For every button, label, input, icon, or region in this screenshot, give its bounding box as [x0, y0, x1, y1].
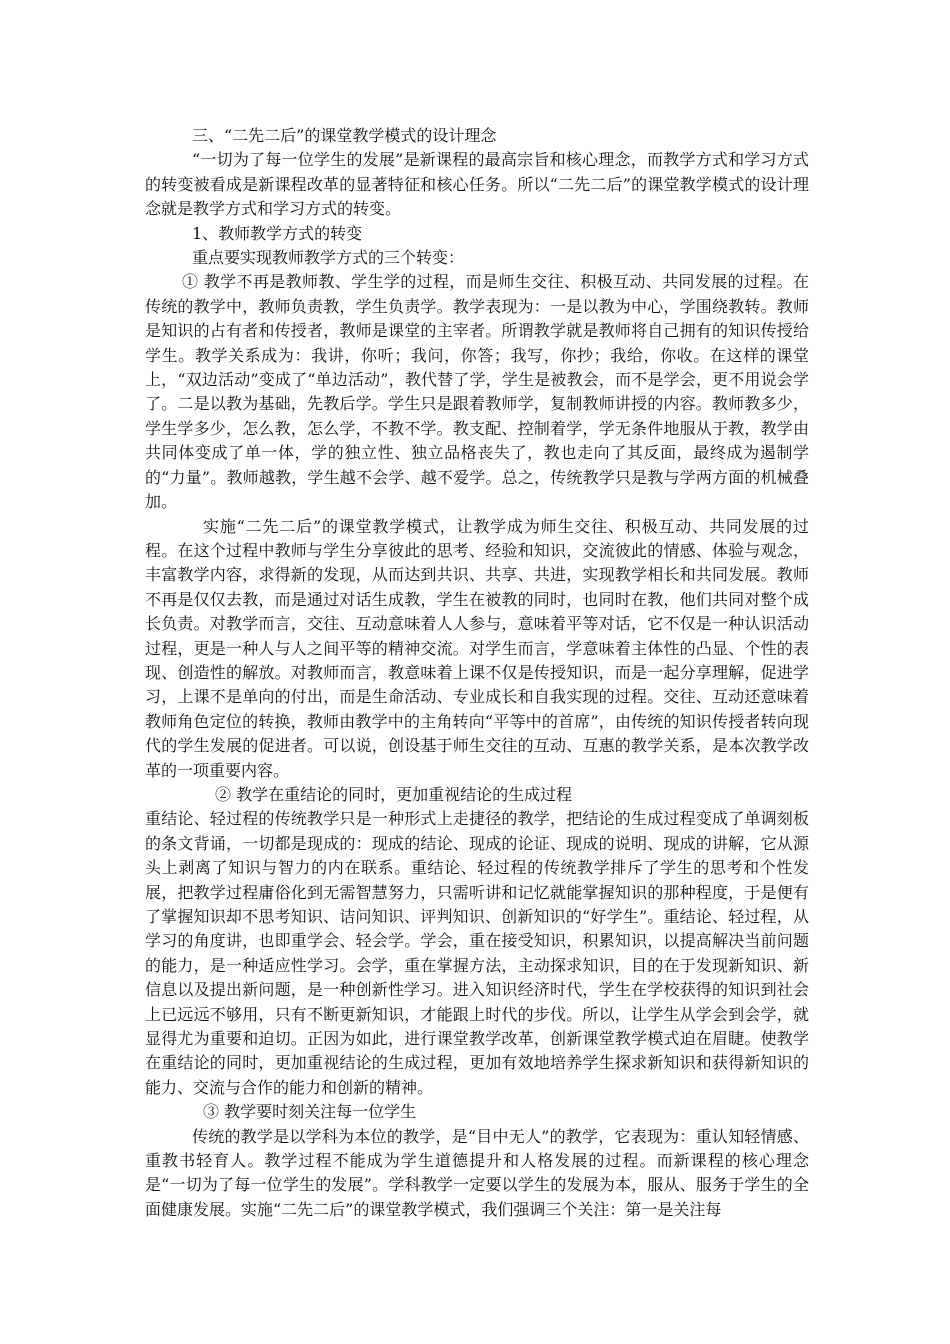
point-2-paragraph: 重结论、轻过程的传统教学只是一种形式上走捷径的教学，把结论的生成过程变成了单调刻板的条文背诵，一切都是现成的：现成的结论、现成的论证、现成的说明、现成的讲解，它从源头上剥离了知识与智力的内在联系。重结论、轻过程的传统教学排斥了学生的思考和个性发展，把教学过程庸俗化到无需智慧努力，只需听讲和记忆就能掌握知识的那种程度，于是便有了掌握知识却不思考知识、诘问知识、评判知识、创新知识的“好学生”。重结论、轻过程，从学习的角度讲，也即重学会、轻会学。学会，重在接受知识，积累知识，以提高解决当前问题的能力，是一种适应性学习。会学，重在掌握方法，主动探求知识，目的在于发现新知识、新信息以及提出新问题，是一种创新性学习。进入知识经济时代，学生在学校获得的知识到社会上已远远不够用，只有不断更新知识，才能跟上时代的步伐。所以，让学生从学会到会学，就显得尤为重要和迫切。正因为如此，进行课堂教学改革，创新课堂教学模式迫在眉睫。使教学在重结论的同时，更加重视结论的生成过程，更加有效地培养学生探求新知识和获得新知识的能力、交流与合作的能力和创新的精神。: [145, 809, 809, 1097]
document-page: [145, 124, 809, 1222]
subheading-teaching-method: 1、教师教学方式的转变: [192, 223, 363, 243]
intro-paragraph: “一切为了每一位学生的发展”是新课程的最高宗旨和核心理念，而教学方式和学习方式的转变被看成是新课程改革的显著特征和核心任务。所以“二先二后”的课堂教学模式的设计理念就是教学方式和学习方式的转变。: [145, 150, 809, 219]
point-1-paragraph: ① 教学不再是教师教、学生学的过程，而是师生交往、积极互动、共同发展的过程。在传统的教学中，教师负责教，学生负责学。教学表现为：一是以教为中心，学围绕教转。教师是知识的占有者和传授者，教师是课堂的主宰者。所谓教学就是教师将自己拥有的知识传授给学生。教学关系成为：我讲，你听；我问，你答；我写，你抄；我给，你收。在这样的课堂上，“双边活动”变成了“单边活动”，教代替了学，学生是被教会，而不是学会，更不用说会学了。二是以教为基础，先教后学。学生只是跟着教师学，复制教师讲授的内容。教师教多少，学生学多少，怎么教，怎么学，不教不学。教支配、控制着学，学无条件地服从于教，教学由共同体变成了单一体，学的独立性、独立品格丧失了，教也走向了其反面，最终成为遏制学的“力量”。教师越教，学生越不会学、越不爱学。总之，传统教学只是教与学两方面的机械叠加。: [145, 272, 809, 512]
section-heading: 三、“二先二后”的课堂教学模式的设计理念: [192, 126, 497, 145]
lead-sentence: 重点要实现教师教学方式的三个转变：: [192, 248, 465, 268]
point-2-heading: ② 教学在重结论的同时，更加重视结论的生成过程: [215, 784, 573, 804]
point-3-heading: ③ 教学要时刻关注每一位学生: [203, 1102, 417, 1122]
implementation-paragraph: 实施“二先二后”的课堂教学模式，让教学成为师生交往、积极互动、共同发展的过程。在这个过程中教师与学生分享彼此的思考、经验和知识，交流彼此的情感、体验与观念，丰富教学内容，求得新的发现，从而达到共识、共享、共进，实现教学相长和共同发展。教师不再是仅仅去教，而是通过对话生成教，学生在被教的同时，也同时在教，他们共同对整个成长负责。对教学而言，交往、互动意味着人人参与，意味着平等对话，它不仅是一种认识活动过程，更是一种人与人之间平等的精神交流。对学生而言，学意味着主体性的凸显、个性的表现、创造性的解放。对教师而言，教意味着上课不仅是传授知识，而是一起分享理解，促进学习，上课不是单向的付出，而是生命活动、专业成长和自我实现的过程。交往、互动还意味着教师角色定位的转换，教师由教学中的主角转向“平等中的首席”，由传统的知识传授者转向现代的学生发展的促进者。可以说，创设基于师生交往的互动、互惠的教学关系，是本次教学改革的一项重要内容。: [145, 516, 809, 780]
point-3-paragraph: 传统的教学是以学科为本位的教学，是“目中无人”的教学，它表现为：重认知轻情感、重教书轻育人。教学过程不能成为学生道德提升和人格发展的过程。而新课程的核心理念是“一切为了每一位学生的发展”。学科教学一定要以学生的发展为本，服从、服务于学生的全面健康发展。实施“二先二后”的课堂教学模式，我们强调三个关注：第一是关注每: [145, 1126, 809, 1219]
